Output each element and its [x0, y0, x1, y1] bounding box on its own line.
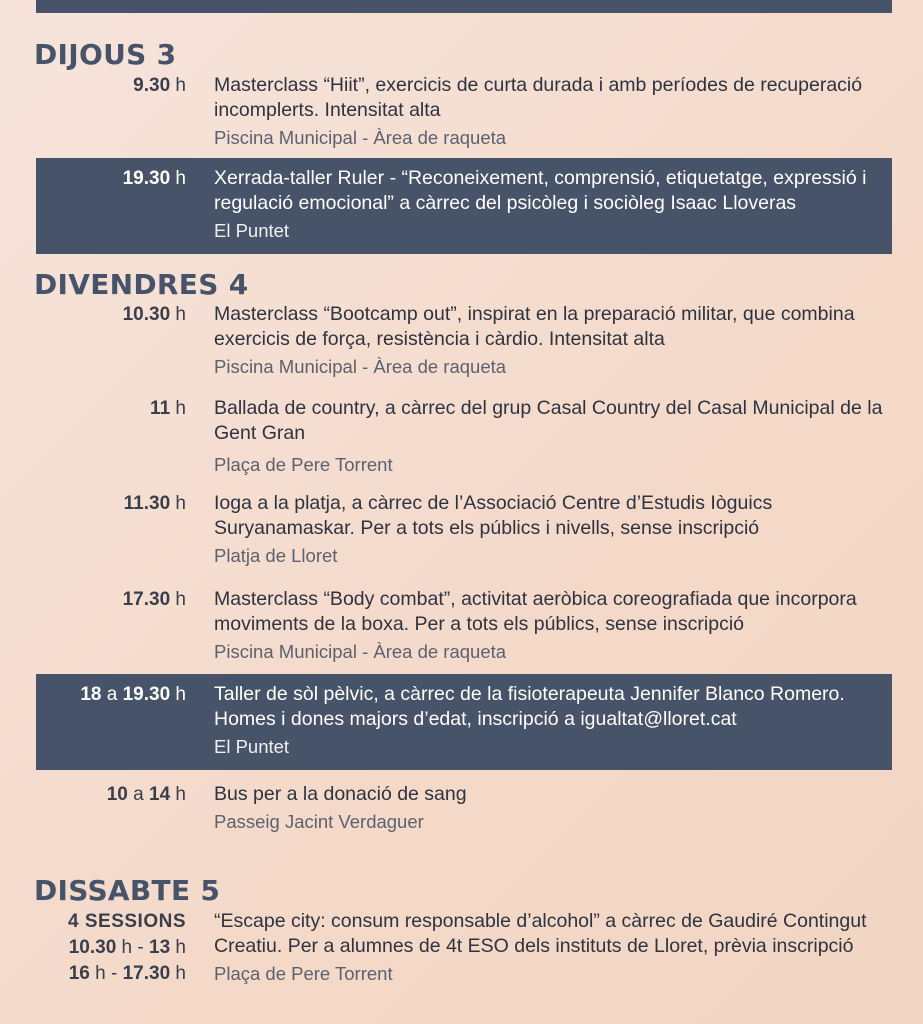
event-title: Bus per a la donació de sang — [214, 783, 467, 805]
day-heading-dijous: DIJOUS 3 — [34, 38, 177, 71]
event-title: Masterclass “Bootcamp out”, inspirat en la preparació militar, que combina exercicis de força, resistència i càrdio. Intensitat alta — [214, 303, 855, 350]
event-time: 10 a 14 h — [106, 784, 186, 805]
event-title: Ioga a la platja, a càrrec de l’Associació Centre d’Estudis Iòguics Suryanamaskar. Per a tots els públics i nivells, sense inscripció — [214, 492, 773, 539]
top-banner-bar — [36, 0, 892, 13]
sessions-count: 4 SESSIONS — [68, 911, 186, 932]
session-slot: 10.30 h - 13 h — [68, 937, 186, 958]
event-time: 9.30 h — [133, 75, 186, 96]
event-place: Piscina Municipal - Àrea de raqueta — [214, 356, 507, 377]
event-title: Ballada de country, a càrrec del grup Casal Country del Casal Municipal de la Gent Gran — [214, 397, 883, 444]
event-time: 10.30 h — [122, 304, 186, 325]
event-place: Platja de Lloret — [214, 545, 338, 566]
event-place: Plaça de Pere Torrent — [214, 963, 393, 984]
event-title: Masterclass “Hiit”, exercicis de curta durada i amb períodes de recuperació incomplerts. Intensitat alta — [214, 74, 863, 121]
event-place: Plaça de Pere Torrent — [214, 454, 393, 475]
event-title: “Escape city: consum responsable d’alcohol” a càrrec de Gaudiré Contingut Creatiu. Per a alumnes de 4t ESO dels instituts de Lloret, prèvia inscripció — [214, 910, 867, 957]
event-title: Xerrada-taller Ruler - “Reconeixement, comprensió, etiquetatge, expressió i regulació emocional” a càrrec del psicòleg i sociòleg Isaac Lloveras — [214, 167, 867, 214]
session-slot: 16 h - 17.30 h — [68, 963, 186, 984]
event-time: 11 h — [150, 398, 186, 419]
event-title: Masterclass “Body combat”, activitat aeròbica coreografiada que incorpora moviments de la boxa. Per a tots els públics, sense inscripció — [214, 588, 857, 635]
event-place: Piscina Municipal - Àrea de raqueta — [214, 641, 507, 662]
day-heading-dissabte: DISSABTE 5 — [34, 874, 221, 907]
event-time: 19.30 h — [122, 168, 186, 189]
event-time: 17.30 h — [122, 589, 186, 610]
event-place: El Puntet — [214, 736, 290, 757]
day-heading-divendres: DIVENDRES 4 — [34, 268, 249, 301]
event-place: Piscina Municipal - Àrea de raqueta — [214, 127, 507, 148]
event-title: Taller de sòl pèlvic, a càrrec de la fisioterapeuta Jennifer Blanco Romero. Homes i dones majors d’edat, inscripció a igualtat@lloret.cat — [214, 683, 845, 730]
event-place: El Puntet — [214, 220, 290, 241]
event-sessions — [68, 909, 186, 987]
event-place: Passeig Jacint Verdaguer — [214, 811, 424, 832]
event-time: 18 a 19.30 h — [80, 684, 186, 705]
event-time: 11.30 h — [123, 493, 186, 514]
